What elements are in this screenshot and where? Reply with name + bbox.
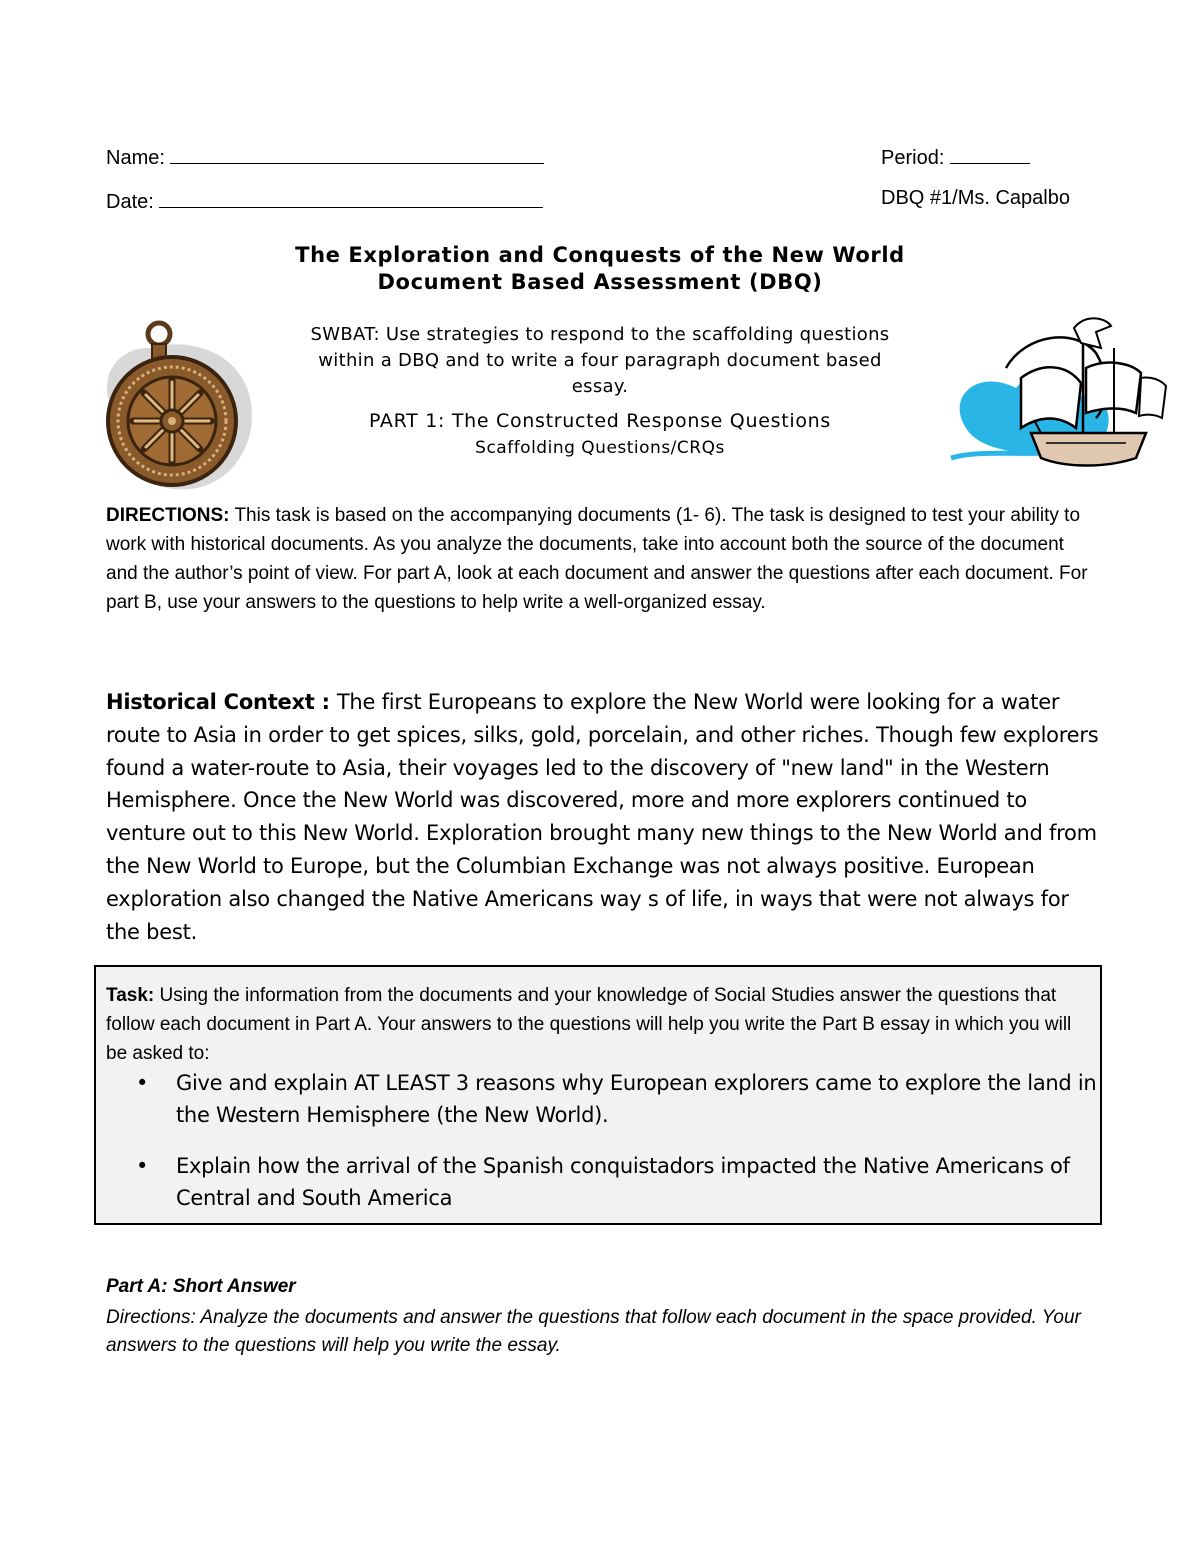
task-bullet-2 xyxy=(136,1150,1076,1216)
historical-context-body: The first Europeans to explore the New World were looking for a water route to Asia in order to get spices, silks, gold, porcelain, and other riches. Though few explorers found a water-route to Asia, their voyages led to the discovery of "new land" in the Western Hemisphere. Once the New World was discovered, more and more explorers continued to venture out to this New World. Exploration brought many new things to the New World and from the New World to Europe, but the Columbian Exchange was not always positive. European exploration also changed the Native Americans way s of life, in ways that were not always for the best. xyxy=(106,690,1099,944)
date-field[interactable] xyxy=(106,187,543,214)
period-field[interactable] xyxy=(881,143,1030,170)
task-bullet-2-text: Explain how the arrival of the Spanish conquistadors impacted the Native Americans of Central and South America xyxy=(176,1154,1070,1210)
sailing-ship-icon xyxy=(946,308,1176,478)
task-intro xyxy=(106,981,1091,1068)
astrolabe-icon xyxy=(92,318,260,496)
part-a-title: Part A: Short Answer xyxy=(106,1276,296,1297)
name-field[interactable] xyxy=(106,143,544,170)
task-box xyxy=(94,965,1102,1225)
historical-context-label: Historical Context xyxy=(106,690,315,714)
swbat-body: Use strategies to respond to the scaffolding questions within a DBQ and to write a four paragraph document based essay. xyxy=(318,324,890,397)
directions-label: DIRECTIONS: xyxy=(106,505,230,526)
task-bullet-1-text: Give and explain AT LEAST 3 reasons why European explorers came to explore the land in the Western Hemisphere (the New World). xyxy=(176,1071,1097,1127)
name-blank-line[interactable] xyxy=(170,143,544,164)
name-label: Name: xyxy=(106,147,165,169)
part1-title: PART 1: The Constructed Response Questions xyxy=(368,410,831,432)
period-blank-line[interactable] xyxy=(950,143,1030,164)
task-label: Task: xyxy=(106,985,155,1006)
task-bullet-1 xyxy=(136,1067,1097,1133)
task-body: Using the information from the documents and your knowledge of Social Studies answer the questions that follow each document in Part A. Your answers to the questions will help you write the Part B essay in which you will be asked to: xyxy=(106,985,1072,1064)
bullet-icon: • xyxy=(136,1071,149,1095)
date-blank-line[interactable] xyxy=(159,187,543,208)
part1-subtitle: Scaffolding Questions/CRQs xyxy=(475,438,725,458)
part-a-directions: Directions: Analyze the documents and answer the questions that follow each document in the space provided. Your answers to the questions will help you write the essay. xyxy=(106,1307,1081,1356)
directions-paragraph xyxy=(106,501,1096,617)
date-label: Date: xyxy=(106,191,154,213)
directions-body: This task is based on the accompanying documents (1- 6). The task is designed to test your ability to work with historical documents. As you analyze the documents, take into account both the source of the document and the author’s point of view. For part A, look at each document and answer the questions after each document. For part B, use your answers to the questions to help write a well-organized essay. xyxy=(106,505,1088,613)
bullet-icon: • xyxy=(136,1154,149,1178)
historical-context-paragraph: Historical Context : The first Europeans to explore the New World were looking for a water route to Asia in order to get spices, silks, gold, porcelain, and other riches. Though few explorers found a water-route to Asia, their voyages led to the discovery of "new land" in the Western Hemisphere. Once the New World was discovered, more and more explorers continued to venture out to this New World. Exploration brought many new things to the New World and from the New World to Europe, but the Columbian Exchange was not always positive. European exploration also changed the Native Americans way s of life, in ways that were not always for the best. xyxy=(106,690,1099,944)
dbq-label: DBQ #1/Ms. Capalbo xyxy=(881,187,1070,209)
page-title: The Exploration and Conquests of the New World xyxy=(295,243,905,267)
period-label: Period: xyxy=(881,147,945,169)
swbat-text xyxy=(300,322,900,400)
page-subtitle: Document Based Assessment (DBQ) xyxy=(377,270,823,294)
swbat-label: SWBAT: xyxy=(310,324,380,345)
